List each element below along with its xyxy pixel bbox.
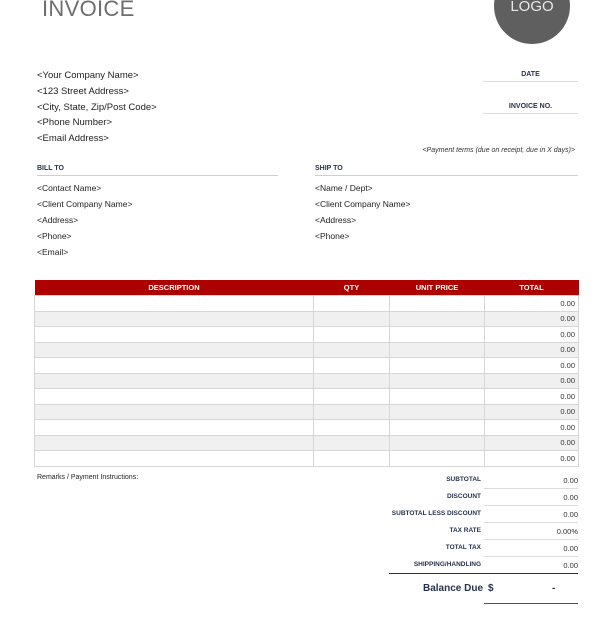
table-row [35,311,579,327]
table-row [35,435,579,451]
qty-cell[interactable] [314,451,390,467]
unit-price-cell[interactable] [390,296,485,312]
unit-price-cell[interactable] [390,327,485,343]
table-row [35,358,579,374]
subtotal-less-discount-value: 0.00 [484,507,578,523]
table-header-row [35,280,579,296]
unit-price-cell[interactable] [390,311,485,327]
bill-to-address[interactable]: <Address> [37,215,79,225]
description-cell[interactable] [35,373,314,389]
subtotal-label: SUBTOTAL [446,476,481,483]
tax-rate-label: TAX RATE [449,527,481,534]
description-cell[interactable] [35,311,314,327]
discount-value[interactable]: 0.00 [484,490,578,506]
balance-currency: $ [488,583,494,594]
discount-label: DISCOUNT [447,493,481,500]
unit-price-cell[interactable] [390,435,485,451]
summary-subtotal-less-discount [380,507,578,524]
balance-due-value: - [552,583,556,594]
tax-rate-value[interactable]: 0.00% [484,524,578,540]
unit-price-cell[interactable] [390,373,485,389]
unit-price-cell[interactable] [390,389,485,405]
unit-price-cell[interactable] [390,342,485,358]
qty-cell[interactable] [314,311,390,327]
logo-placeholder[interactable] [494,0,570,44]
table-row [35,451,579,467]
qty-cell[interactable] [314,327,390,343]
description-cell[interactable] [35,404,314,420]
column-header-unit-price: UNIT PRICE [390,280,485,296]
total-cell: 0.00 [485,451,579,467]
total-cell: 0.00 [485,327,579,343]
summary-total-tax [380,541,578,558]
logo-text: LOGO [510,0,554,15]
qty-cell[interactable] [314,296,390,312]
shipping-value[interactable]: 0.00 [563,561,578,570]
bill-to-heading: BILL TO [37,165,278,176]
total-cell: 0.00 [485,311,579,327]
description-cell[interactable] [35,342,314,358]
table-row [35,342,579,358]
total-cell: 0.00 [485,358,579,374]
description-cell[interactable] [35,389,314,405]
description-cell[interactable] [35,327,314,343]
bill-to-contact[interactable]: <Contact Name> [37,183,102,193]
qty-cell[interactable] [314,420,390,436]
total-cell: 0.00 [485,342,579,358]
description-cell[interactable] [35,420,314,436]
bill-to-phone[interactable]: <Phone> [37,231,72,241]
qty-cell[interactable] [314,435,390,451]
ship-to-company[interactable]: <Client Company Name> [315,199,411,209]
company-email[interactable]: <Email Address> [37,133,109,145]
qty-cell[interactable] [314,404,390,420]
ship-to-name[interactable]: <Name / Dept> [315,183,373,193]
qty-cell[interactable] [314,373,390,389]
total-cell: 0.00 [485,420,579,436]
balance-separator [389,573,578,574]
unit-price-cell[interactable] [390,358,485,374]
line-items-table [34,280,579,467]
ship-to-section [315,165,578,244]
total-cell: 0.00 [485,296,579,312]
column-header-description: DESCRIPTION [35,280,314,296]
table-row [35,404,579,420]
ship-to-address[interactable]: <Address> [315,215,357,225]
summary-tax-rate [380,524,578,541]
date-label[interactable]: DATE [483,71,578,82]
table-row [35,327,579,343]
total-cell: 0.00 [485,404,579,420]
bill-to-section [37,165,278,260]
summary-discount [380,490,578,507]
description-cell[interactable] [35,296,314,312]
column-header-total: TOTAL [485,280,579,296]
description-cell[interactable] [35,451,314,467]
column-header-qty: QTY [314,280,390,296]
invoice-title: INVOICE [42,0,135,21]
total-tax-label: TOTAL TAX [445,544,481,551]
payment-terms[interactable]: <Payment terms (due on receipt, due in X days)> [422,147,575,154]
total-cell: 0.00 [485,435,579,451]
ship-to-phone[interactable]: <Phone> [315,231,350,241]
company-info [37,68,157,147]
qty-cell[interactable] [314,358,390,374]
bill-to-email[interactable]: <Email> [37,247,69,257]
company-city[interactable]: <City, State, Zip/Post Code> [37,101,157,113]
table-row [35,420,579,436]
table-row [35,373,579,389]
shipping-label: SHIPPING/HANDLING [413,561,481,568]
total-cell: 0.00 [485,389,579,405]
summary-subtotal [380,473,578,490]
company-name[interactable]: <Your Company Name> [37,70,139,81]
company-phone[interactable]: <Phone Number> [37,117,112,129]
total-cell: 0.00 [485,373,579,389]
bill-to-company[interactable]: <Client Company Name> [37,199,133,209]
description-cell[interactable] [35,435,314,451]
company-street[interactable]: <123 Street Address> [37,85,129,97]
subtotal-value: 0.00 [484,473,578,489]
remarks-label[interactable]: Remarks / Payment Instructions: [37,474,139,481]
balance-underline [484,603,578,604]
invoice-no-label[interactable]: INVOICE NO. [483,103,578,114]
unit-price-cell[interactable] [390,420,485,436]
table-row [35,389,579,405]
description-cell[interactable] [35,358,314,374]
unit-price-cell[interactable] [390,451,485,467]
table-row [35,296,579,312]
ship-to-heading: SHIP TO [315,165,578,176]
subtotal-less-discount-label: SUBTOTAL LESS DISCOUNT [391,510,481,517]
qty-cell[interactable] [314,342,390,358]
balance-due-label: Balance Due [423,583,484,594]
qty-cell[interactable] [314,389,390,405]
unit-price-cell[interactable] [390,404,485,420]
total-tax-value: 0.00 [484,541,578,557]
